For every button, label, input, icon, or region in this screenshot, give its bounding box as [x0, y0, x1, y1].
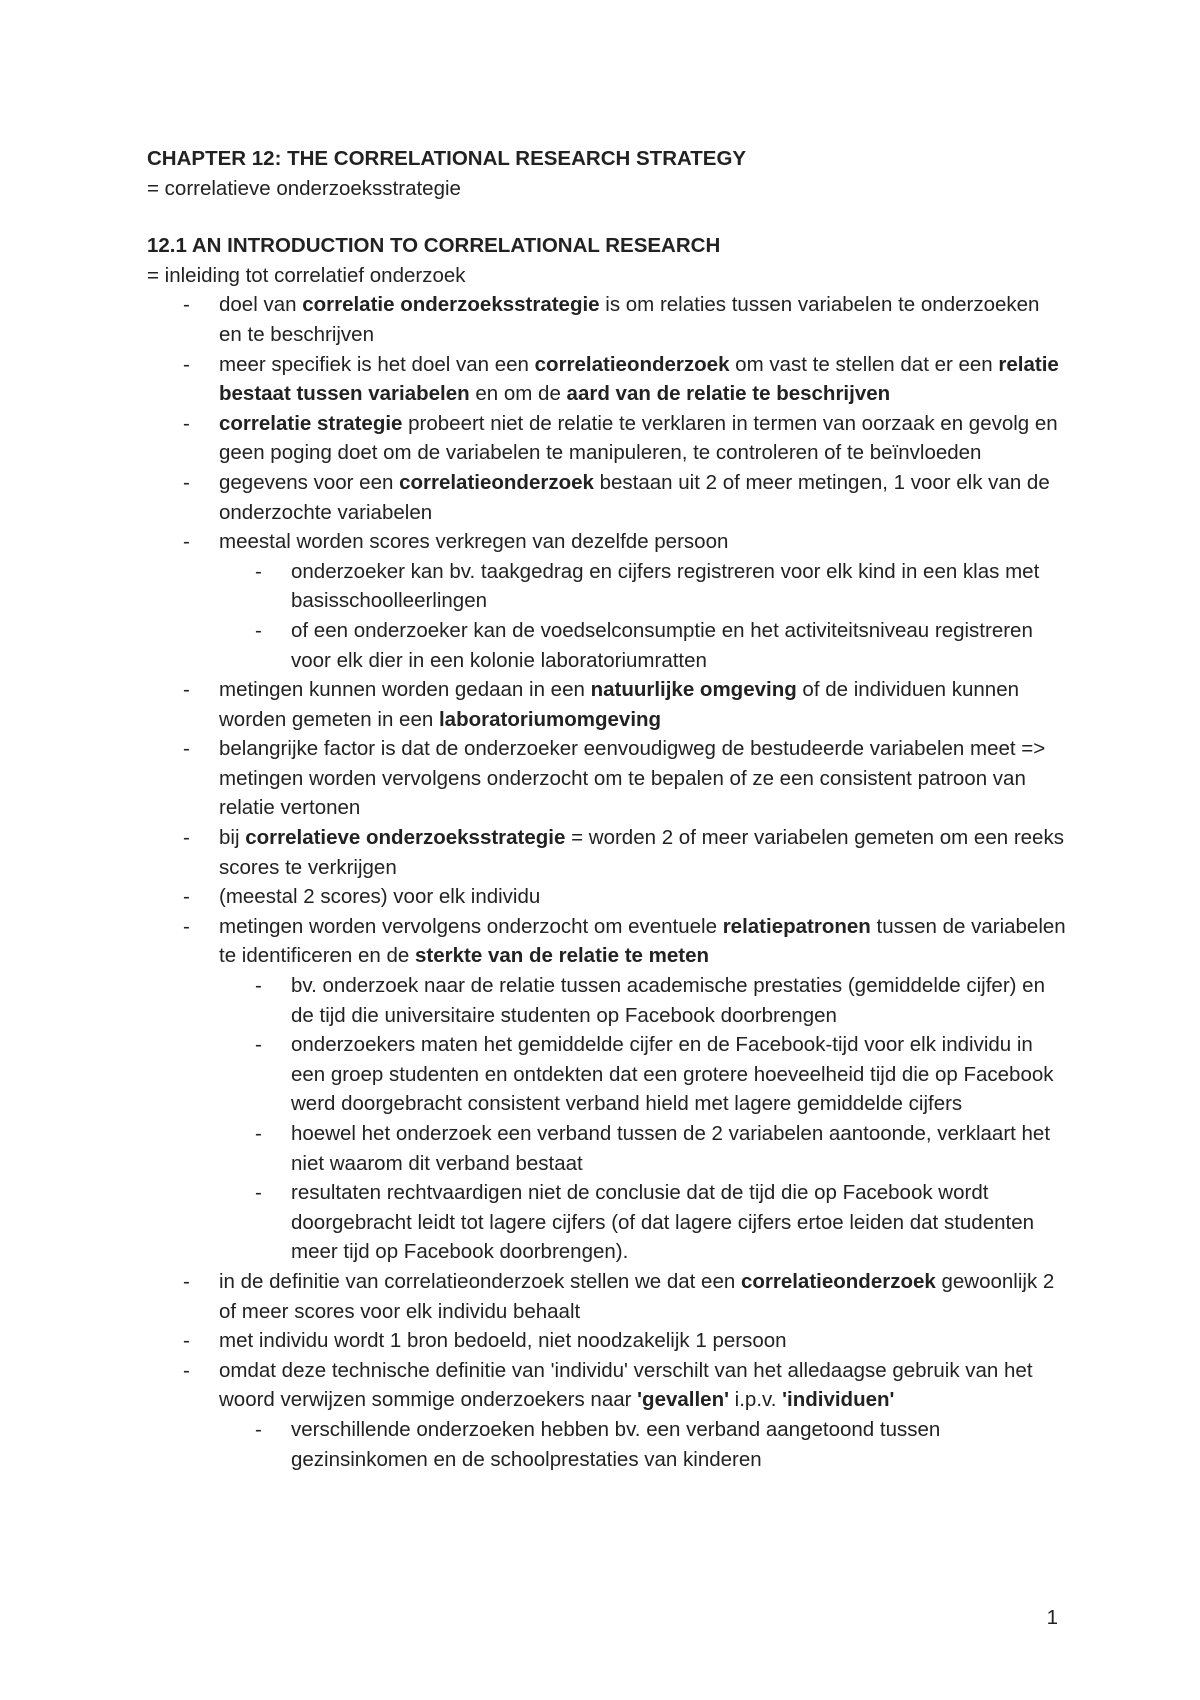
list-item: - omdat deze technische definitie van 'individu' verschilt van het alledaagse gebruik van het woord verwijzen sommige onderzoekers naar 'gevallen' i.p.v. 'individuen' - verschillende onderzoeken hebben bv. een verband aangetoond tussen gezinsinkomen en de schoolprestaties van kinderen — [147, 1356, 1067, 1474]
dash-marker: - — [183, 1358, 190, 1382]
bold-term: 'individuen' — [782, 1388, 895, 1412]
dash-marker: - — [183, 1329, 190, 1353]
list-item: - metingen kunnen worden gedaan in een natuurlijke omgeving of de individuen kunnen worden gemeten in een laboratoriumomgeving — [147, 675, 1067, 734]
list-item: - correlatie strategie probeert niet de relatie te verklaren in termen van oorzaak en gevolg en geen poging doet om de variabelen te manipuleren, te controleren of te beïnvloeden — [147, 409, 1067, 468]
bold-term: relatiepatronen — [722, 914, 871, 938]
bullet-list — [147, 290, 1067, 1474]
dash-marker: - — [183, 826, 190, 850]
sub-list-item: - resultaten rechtvaardigen niet de conclusie dat de tijd die op Facebook wordt doorgebracht leidt tot lagere cijfers (of dat lagere cijfers ertoe leiden dat studenten meer tijd op Facebook doorbrengen). — [219, 1178, 1067, 1267]
sub-list-item: - onderzoekers maten het gemiddelde cijfer en de Facebook-tijd voor elk individu in een groep studenten en ontdekten dat een grotere hoeveelheid tijd die op Facebook werd doorgebracht consistent verband hield met lagere gemiddelde cijfers — [219, 1030, 1067, 1119]
dash-marker: - — [183, 352, 190, 376]
dash-marker: - — [183, 678, 190, 702]
dash-marker: - — [183, 1269, 190, 1293]
bold-term: correlatieonderzoek — [740, 1269, 936, 1293]
list-item: - bij correlatieve onderzoeksstrategie = worden 2 of meer variabelen gemeten om een reeks scores te verkrijgen — [147, 823, 1067, 882]
section-subtitle: = inleiding tot correlatief onderzoek — [147, 263, 466, 287]
dash-marker: - — [255, 974, 262, 998]
list-item: - met individu wordt 1 bron bedoeld, niet noodzakelijk 1 persoon — [147, 1326, 1067, 1356]
dash-marker: - — [255, 559, 262, 583]
list-item: - meestal worden scores verkregen van dezelfde persoon - onderzoeker kan bv. taakgedrag en cijfers registreren voor elk kind in een klas met basisschoolleerlingen - of een onderzoeker kan de voedselconsumptie en het activiteitsniveau registreren voor elk dier in een kolonie laboratoriumratten — [147, 527, 1067, 675]
dash-marker: - — [255, 1181, 262, 1205]
list-item: - gegevens voor een correlatieonderzoek bestaan uit 2 of meer metingen, 1 voor elk van de onderzochte variabelen — [147, 468, 1067, 527]
dash-marker: - — [255, 1417, 262, 1441]
sub-list — [219, 557, 1067, 675]
dash-marker: - — [183, 530, 190, 554]
dash-marker: - — [183, 914, 190, 938]
bold-term: correlatie strategie — [219, 411, 403, 435]
sub-list-item: - of een onderzoeker kan de voedselconsumptie en het activiteitsniveau registreren voor elk dier in een kolonie laboratoriumratten — [219, 616, 1067, 675]
bold-term: sterkte van de relatie te meten — [415, 944, 709, 968]
document-page — [147, 144, 1067, 1474]
bold-term: 'gevallen' — [637, 1388, 729, 1412]
dash-marker: - — [255, 618, 262, 642]
dash-marker: - — [255, 1033, 262, 1057]
bold-term: relatie bestaat tussen variabelen — [219, 352, 1059, 406]
dash-marker: - — [183, 470, 190, 494]
chapter-subtitle: = correlatieve onderzoeksstrategie — [147, 176, 461, 200]
bold-term: correlatieve onderzoeksstrategie — [245, 826, 566, 850]
page-number: 1 — [1046, 1606, 1058, 1629]
list-item: - (meestal 2 scores) voor elk individu — [147, 882, 1067, 912]
sub-list — [219, 1415, 1067, 1474]
bold-term: correlatie onderzoeksstrategie — [302, 293, 600, 317]
sub-list-item: - onderzoeker kan bv. taakgedrag en cijfers registreren voor elk kind in een klas met basisschoolleerlingen — [219, 557, 1067, 616]
sub-list-item: - verschillende onderzoeken hebben bv. een verband aangetoond tussen gezinsinkomen en de schoolprestaties van kinderen — [219, 1415, 1067, 1474]
list-item: - doel van correlatie onderzoeksstrategie is om relaties tussen variabelen te onderzoeken en te beschrijven — [147, 290, 1067, 349]
chapter-title: CHAPTER 12: THE CORRELATIONAL RESEARCH STRATEGY — [147, 147, 747, 170]
sub-list — [219, 971, 1067, 1267]
dash-marker: - — [255, 1122, 262, 1145]
spacer — [147, 203, 1067, 231]
sub-list-item: - hoewel het onderzoek een verband tussen de 2 variabelen aantoonde, verklaart het niet waarom dit verband bestaat — [219, 1119, 1067, 1178]
dash-marker: - — [183, 885, 190, 909]
list-item: - in de definitie van correlatieonderzoek stellen we dat een correlatieonderzoek gewoonlijk 2 of meer scores voor elk individu behaalt — [147, 1267, 1067, 1326]
dash-marker: - — [183, 411, 190, 435]
list-item: - meer specifiek is het doel van een correlatieonderzoek om vast te stellen dat er een relatie bestaat tussen variabelen en om de aard van de relatie te beschrijven — [147, 350, 1067, 409]
list-item: - metingen worden vervolgens onderzocht om eventuele relatiepatronen tussen de variabelen te identificeren en de sterkte van de relatie te meten - bv. onderzoek naar de relatie tussen academische prestaties (gemiddelde cijfer) en de tijd die universitaire studenten op Facebook doorbrengen - onderzoekers maten het gemiddelde cijfer en de Facebook-tijd voor elk individu in een groep studenten en ontdekten dat een grotere hoeveelheid tijd die op Facebook werd doorgebracht consistent verband hield met lagere gemiddelde cijfers - hoewel het onderzoek een verband tussen de 2 variabelen aantoonde, verklaart het niet waarom dit verband bestaat - resultaten rechtvaardigen niet de conclusie dat de tijd die op Facebook wordt doorgebracht leidt tot lagere cijfers (of dat lagere cijfers ertoe leiden dat studenten meer tijd op Facebook doorbrengen). — [147, 912, 1067, 1267]
bold-term: correlatieonderzoek — [399, 470, 594, 494]
bold-term: aard van de relatie te beschrijven — [566, 382, 891, 406]
section-title: 12.1 AN INTRODUCTION TO CORRELATIONAL RESEARCH — [147, 234, 721, 258]
dash-marker: - — [183, 737, 190, 761]
dash-marker: - — [183, 293, 190, 317]
sub-list-item: - bv. onderzoek naar de relatie tussen academische prestaties (gemiddelde cijfer) en de tijd die universitaire studenten op Facebook doorbrengen — [219, 971, 1067, 1030]
bold-term: laboratoriumomgeving — [438, 707, 662, 731]
bold-term: natuurlijke omgeving — [590, 678, 797, 702]
list-item: - belangrijke factor is dat de onderzoeker eenvoudigweg de bestudeerde variabelen meet => metingen worden vervolgens onderzocht om te bepalen of ze een consistent patroon van relatie vertonen — [147, 734, 1067, 823]
bold-term: correlatieonderzoek — [534, 352, 730, 376]
